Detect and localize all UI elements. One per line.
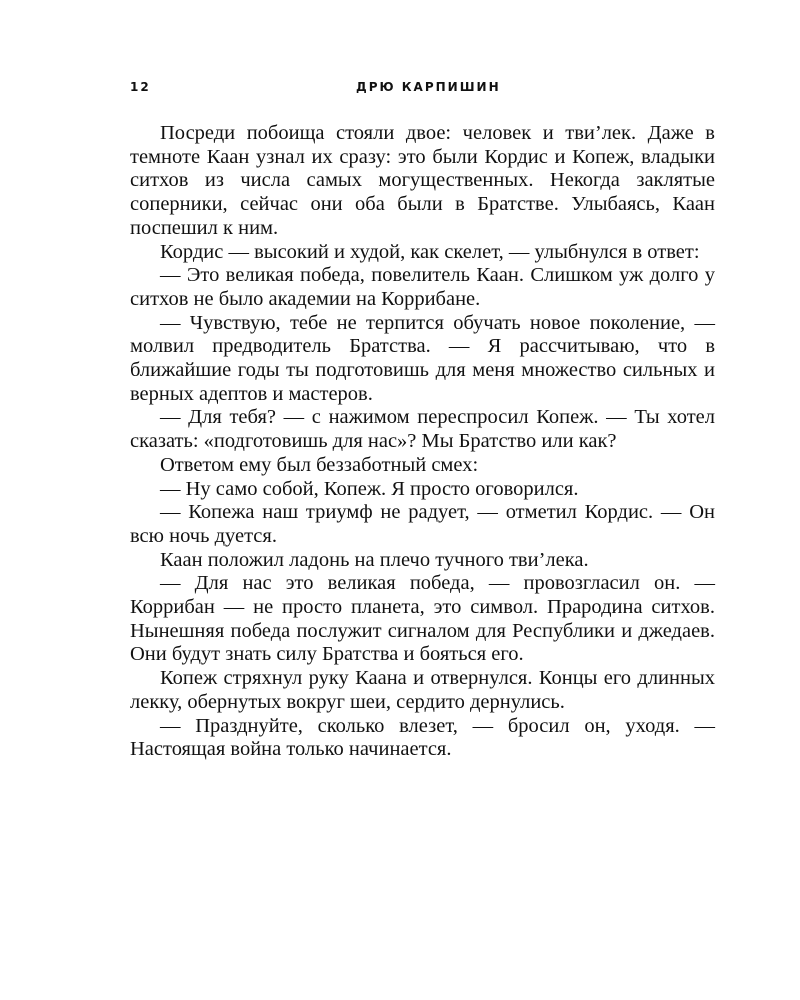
paragraph: Посреди побоища стояли двое: человек и тви’лек. Даже в темноте Каан узнал их сразу: это были Кордис и Копеж, владыки ситхов из числа самых могущественных. Некогда заклятые соперники, сейчас они оба были в Братстве. Улыбаясь, Каан поспешил к ним. [130,122,715,239]
paragraph: Копеж стряхнул руку Каана и отвернулся. Концы его длинных лекку, обернутых вокруг шеи, сердито дернулись. [130,667,715,713]
paragraph: — Чувствую, тебе не терпится обучать новое поколение, — молвил предводитель Братства. — Я рассчитываю, что в ближайшие годы ты подготовишь для меня множество сильных и верных адептов и мастеров. [130,311,715,405]
paragraph: — Это великая победа, повелитель Каан. Слишком уж долго у ситхов не было академии на Коррибане. [130,264,715,310]
paragraph: — Копежа наш триумф не радует, — отметил Кордис. — Он всю ночь дуется. [130,501,715,547]
paragraph: Кордис — высокий и худой, как скелет, — улыбнулся в ответ: [160,240,700,263]
body-text [130,122,715,762]
paragraph: Каан положил ладонь на плечо тучного тви’лека. [160,548,589,571]
paragraph: — Ну само собой, Копеж. Я просто оговорился. [160,477,579,500]
paragraph: — Для нас это великая победа, — провозгласил он. — Коррибан — не просто планета, это символ. Прародина ситхов. Нынешняя победа послужит сигналом для Республики и джедаев. Они будут знать силу Братства и бояться его. [130,572,715,666]
paragraph: Ответом ему был беззаботный смех: [160,453,479,476]
paragraph: — Для тебя? — с нажимом переспросил Копеж. — Ты хотел сказать: «подготовишь для нас»? Мы Братство или как? [130,406,715,453]
page-number: 12 [130,80,151,94]
paragraph: — Празднуйте, сколько влезет, — бросил он, уходя. — Настоящая война только начинается. [130,714,715,761]
running-head-author: ДРЮ КАРПИШИН [356,80,501,94]
running-head [130,80,715,98]
